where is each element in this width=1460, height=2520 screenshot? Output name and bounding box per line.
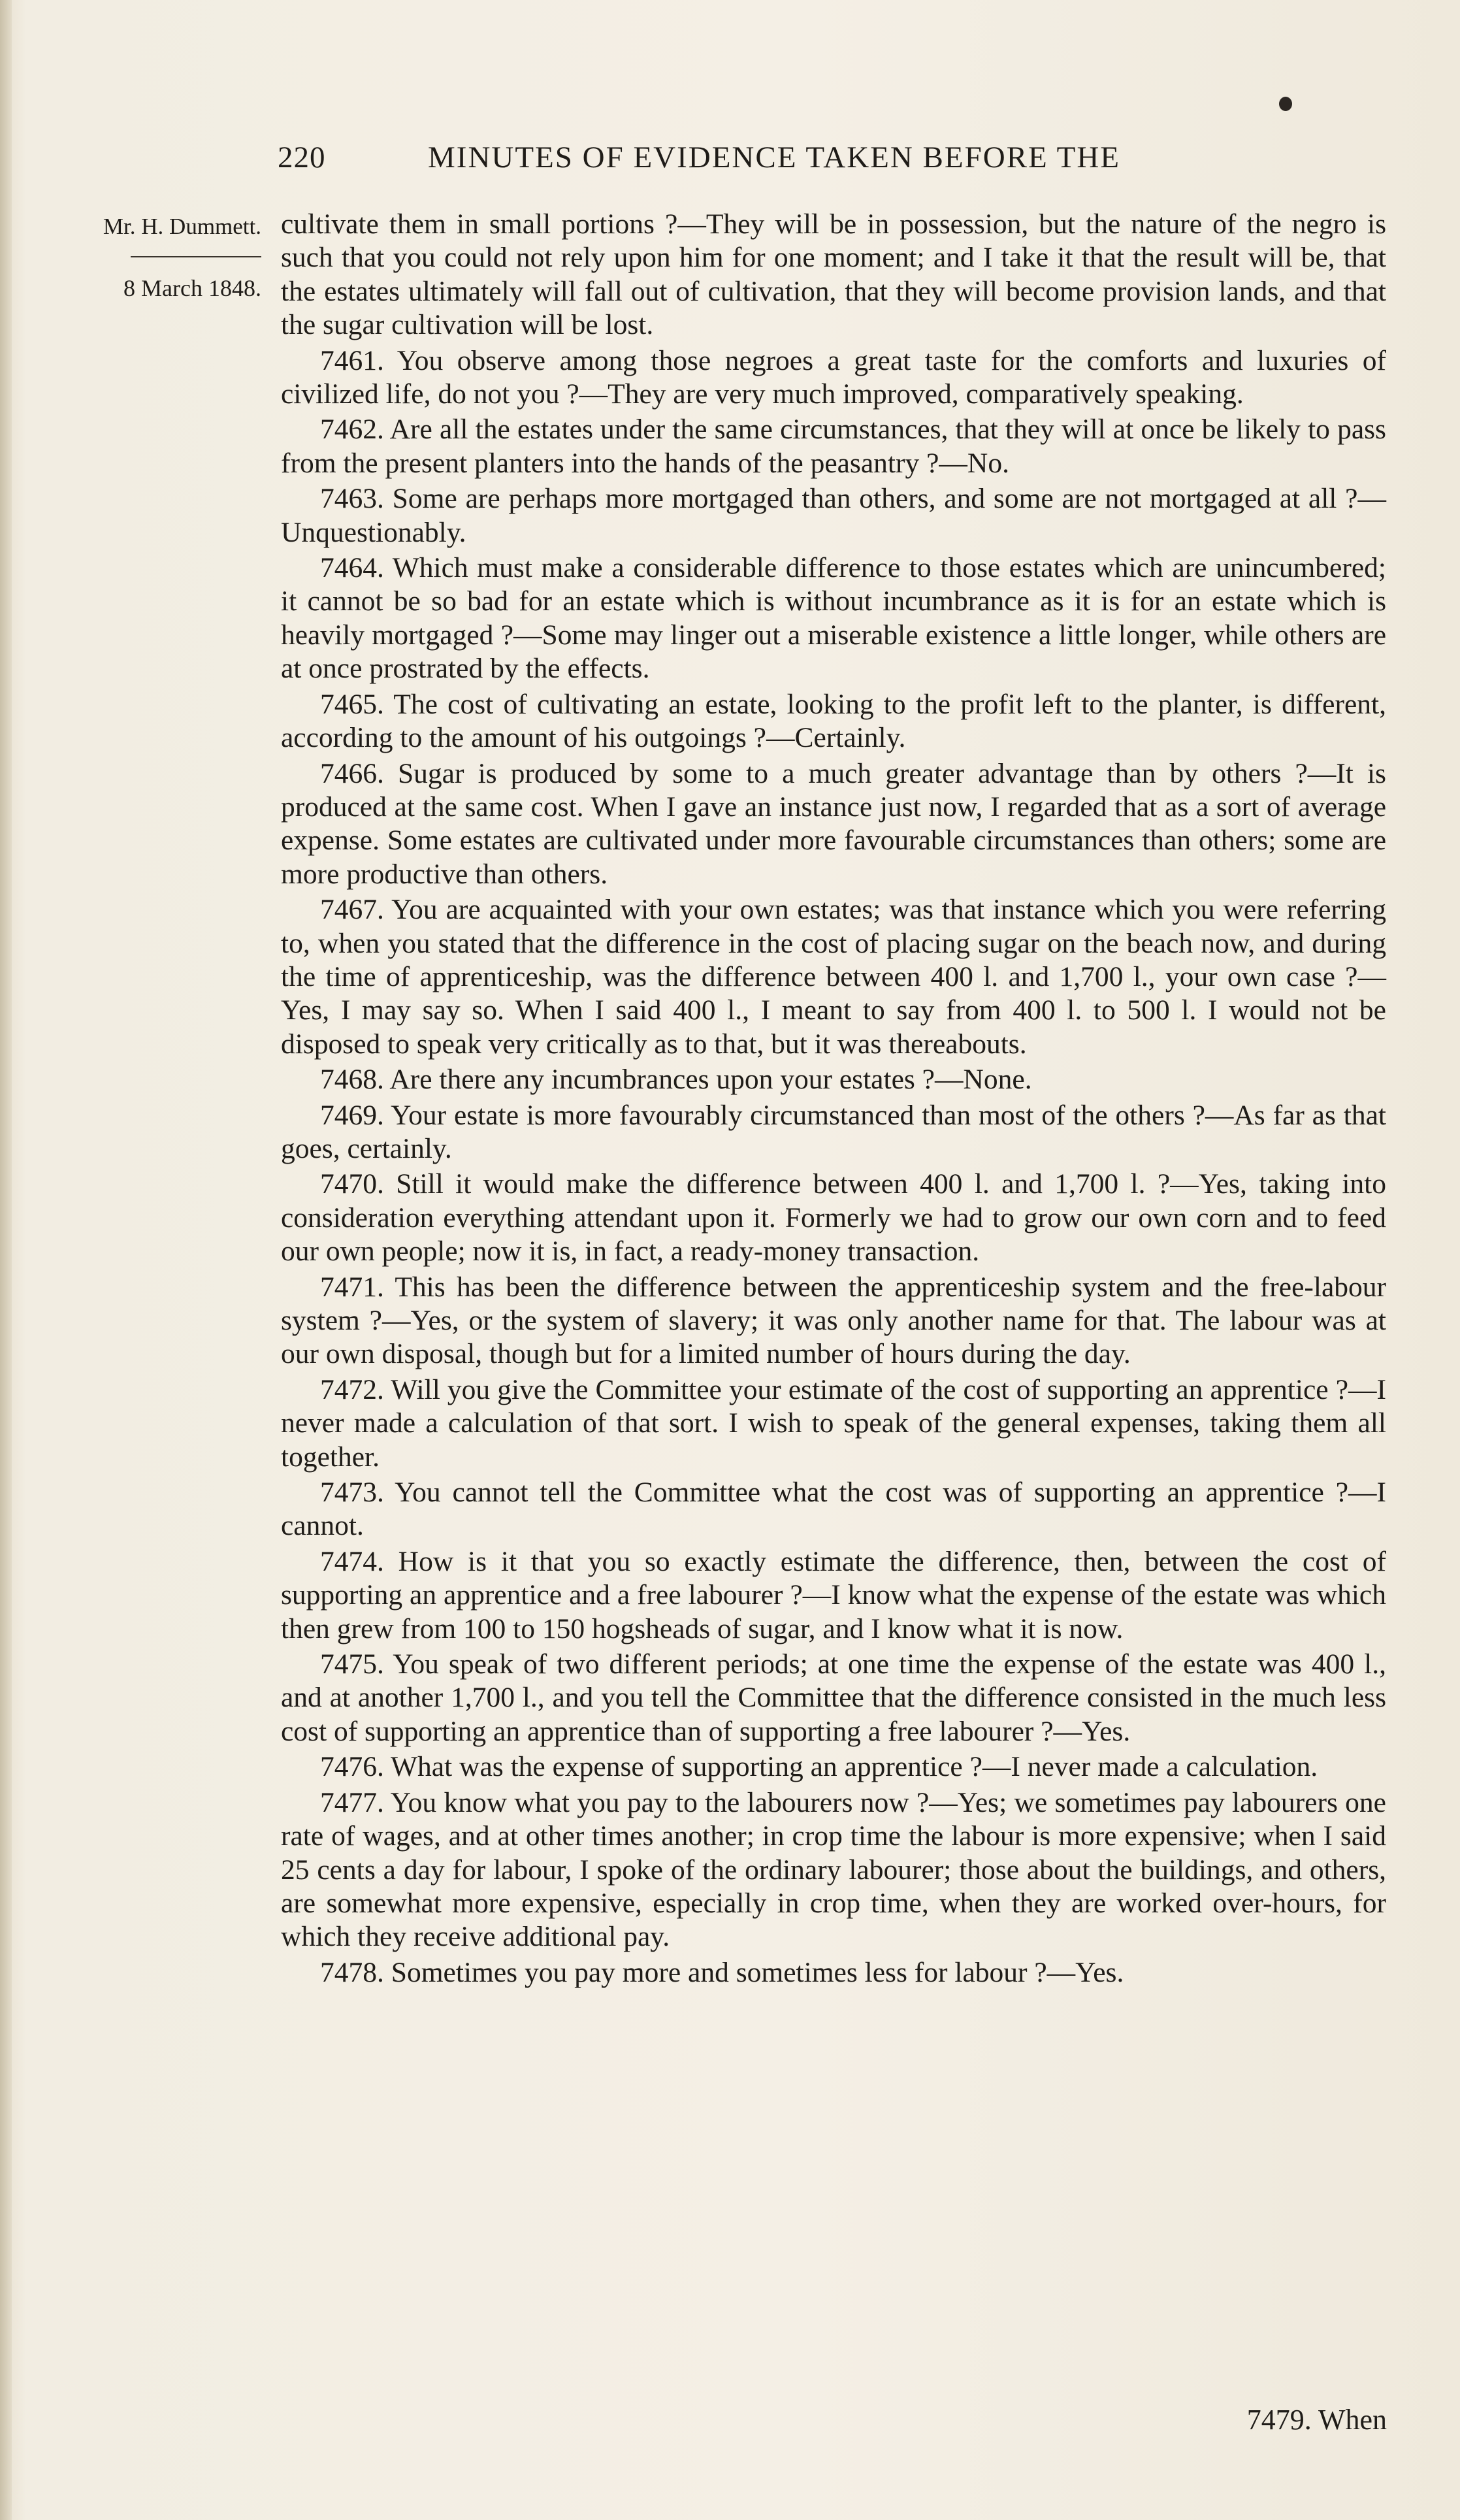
question-7468: 7468. Are there any incumbrances upon your estates ?—None. [320,1064,1032,1096]
question-7464: 7464. Which must make a considerable difference to those estates which are unincumbered; it cannot be so bad for an estate which is without incumbrance as it is for an estate which is heavily mortgaged ?—Some may linger out a miserable existence a little longer, while others are at once prostrated by the effects. [281,552,1386,685]
question-7476: 7476. What was the expense of supporting an apprentice ?—I never made a calculation. [320,1751,1318,1783]
margin-rule [131,256,261,257]
question-7474: 7474. How is it that you so exactly estimate the difference, then, between the cost of supporting an apprentice and a free labourer ?—I know what the expense of the estate was which then grew from 100 to 150 hogsheads of sugar, and I know what it is now. [281,1545,1386,1645]
page-number: 220 [278,140,326,174]
question-7466: 7466. Sugar is produced by some to a much greater advantage than by others ?—It is produced at the same cost. When I gave an instance just now, I regarded that as a sort of average expense. Some estates are cultivated under more favourable circumstances than others; some are more productive than others. [281,757,1386,890]
question-7461: 7461. You observe among those negroes a great taste for the comforts and luxuries of civilized life, do not you ?—They are very much improved, comparatively speaking. [281,344,1386,410]
hearing-date: 8 March 1848. [123,275,261,301]
running-title: MINUTES OF EVIDENCE TAKEN BEFORE THE [428,140,1121,174]
ink-dot [1279,97,1292,111]
question-7475: 7475. You speak of two different periods; at one time the expense of the estate was 400 l., and at another 1,700 l., and you tell the Committee that the difference consisted in the much less cost of supporting an apprentice than of supporting a free labourer ?—Yes. [281,1648,1386,1747]
question-7469: 7469. Your estate is more favourably circumstanced than most of the others ?—As far as that goes, certainly. [281,1099,1386,1164]
question-7463: 7463. Some are perhaps more mortgaged than others, and some are not mortgaged at all ?—Unquestionably. [281,483,1386,548]
witness-name: Mr. H. Dummett. [103,214,261,239]
question-7462: 7462. Are all the estates under the same circumstances, that they will at once be likely to pass from the present planters into the hands of the peasantry ?—No. [281,414,1386,479]
paragraph-continued: cultivate them in small portions ?—They will be in possession, but the nature of the negro is such that you could not rely upon him for one moment; and I take it that the result will be, that the estates ultimately will fall out of cultivation, that they will become provision lands, and that the sugar cultivation will be lost. [281,208,1386,341]
question-7470: 7470. Still it would make the difference between 400 l. and 1,700 l. ?—Yes, taking into consideration everything attendant upon it. Formerly we had to grow our own corn and to feed our own people; now it is, in fact, a ready-money transaction. [281,1168,1386,1268]
question-7473: 7473. You cannot tell the Committee what the cost was of supporting an apprentice ?—I cannot. [281,1477,1386,1542]
question-7467: 7467. You are acquainted with your own estates; was that instance which you were referring to, when you stated that the difference in the cost of placing sugar on the beach now, and during the time of apprenticeship, was the difference between 400 l. and 1,700 l., your own case ?—Yes, I may say so. When I said 400 l., I meant to say from 400 l. to 500 l. I would not be disposed to speak very critically as to that, but it was thereabouts. [281,894,1386,1060]
question-7478: 7478. Sometimes you pay more and sometimes less for labour ?—Yes. [320,1956,1124,1988]
margin-note [72,208,261,307]
running-header [278,140,1388,186]
catchword: 7479. When [1246,2404,1387,2436]
page-binding-edge [0,0,12,2520]
question-7465: 7465. The cost of cultivating an estate, looking to the profit left to the planter, is different, according to the amount of his outgoings ?—Certainly. [281,688,1386,754]
body-text [281,208,1386,1989]
question-7472: 7472. Will you give the Committee your estimate of the cost of supporting an apprentice ?—I never made a calculation of that sort. I wish to speak of the general expenses, taking them all together. [281,1373,1386,1473]
question-7471: 7471. This has been the difference between the apprenticeship system and the free-labour system ?—Yes, or the system of slavery; it was only another name for that. The labour was at our own disposal, though but for a limited number of hours during the day. [281,1271,1386,1370]
question-7477: 7477. You know what you pay to the labourers now ?—Yes; we sometimes pay labourers one rate of wages, and at other times another; in crop time the labour is more expensive; when I said 25 cents a day for labour, I spoke of the ordinary labourer; those about the buildings, and others, are somewhat more expensive, especially in crop time, when they are worked over-hours, for which they receive additional pay. [281,1786,1386,1953]
